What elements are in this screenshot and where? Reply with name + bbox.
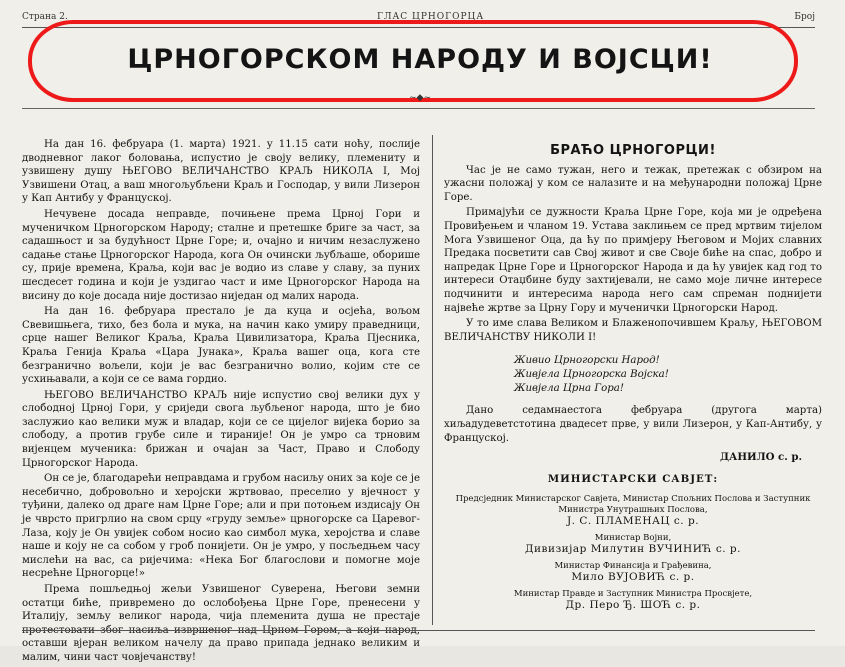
issue-label: Број bbox=[794, 12, 815, 22]
proclamation-title: БРАЋО ЦРНОГОРЦИ! bbox=[550, 143, 716, 158]
left-paragraph: На дан 16. фебруара престало је да куца и осјећа, вољом Свевишњега, тихо, без бола и мука, на начин како умиру праведници, срце нашег Великог Краља, Краља Цивилизатора, Краља Пјесника, Краља Генија Краља «Цара Јунака», Краља вашег оца, кога сте безгранично вољели, који је вас безгранично волио, којим сте се усхињавали, а који се се вама гордио. bbox=[22, 306, 420, 386]
right-column bbox=[444, 138, 822, 617]
left-paragraph: Он се је, благодарећи неправдама и грубом насиљу оних за које се је несебично, добровољно и херојски жртвовао, преселио у вјечност у туђини, далеко од драге нам Црне Горе; али и при потоњем издисају Он је чврсто пригрлио на свом срцу «груду земље» црногорске са Царевог-Лаза, коју је Он увијек собом носио као симбол мука, херојства и славе наше и коју не са собом у гроб понијети. Он је умро, у посљедњем часу мислећи на вас, са ријечима: «Нека Бог благослови и помогне моје несрећне Црногорце!» bbox=[22, 473, 420, 580]
footer-rule bbox=[22, 630, 815, 633]
left-paragraph: Према пошљедњој жељи Узвишеног Суверена, Његови земни остатци биће, привремено до ослобођења Црне Горе, пренесени у Италију, земљу великог народа, чија племенита душа не престаје протестовати због насиља извршеног над Црном Гором, а који народ, оставши вјеран великом начелу да право припада једнако великим и малим, чини част човјечанству! bbox=[22, 584, 420, 663]
red-highlight-oval bbox=[28, 20, 798, 102]
council-heading: МИНИСТАРСКИ САВЈЕТ: bbox=[547, 472, 719, 485]
headline: ЦРНОГОРСКОМ НАРОДУ И ВОЈСЦИ! bbox=[127, 44, 713, 75]
right-paragraph: У то име слава Великом и Блаженопочившем Краљу, ЊЕГОВОМ ВЕЛИЧАНСТВУ НИКОЛИ I! bbox=[444, 318, 822, 343]
minister-post: Министар Војни, bbox=[594, 533, 672, 544]
minister-post: Министар Правде и Заступник Министра Просвјете, bbox=[513, 589, 753, 600]
cheers-block bbox=[514, 354, 822, 396]
ornament-icon: ~◆~ bbox=[408, 93, 431, 103]
signature: ДАНИЛО с. р. bbox=[719, 451, 802, 464]
page-label: Страна 2. bbox=[22, 12, 68, 22]
right-paragraph: Час је не само тужан, него и тежак, претежак с обзиром на ужасни положај у ком се налазите и на међународни положај Црне Горе. bbox=[444, 164, 822, 203]
minister-post: Министар Финансија и Грађевина, bbox=[554, 561, 712, 572]
left-paragraph: На дан 16. фебруара (1. марта) 1921. у 11.15 сати ноћу, послије дводневног лаког боловања, испустио је своју велику, племениту и узвишену душу ЊЕГОВО ВЕЛИЧАНСТВО КРАЉ НИКОЛА I, Мој Узвишени Отац, а ваш многољубљени Краљ и Господар, у вили Лизерон у Кап Антибу у Француској. bbox=[22, 139, 420, 205]
cheer-line: Живјела Црна Гора! bbox=[514, 383, 624, 395]
section-rule bbox=[22, 108, 815, 109]
left-paragraph: ЊЕГОВО ВЕЛИЧАНСТВО КРАЉ није испустио свој велики дух у слободној Црној Гори, у сриједи свога љубљеног народа, што је био заслужио као велики муж и владар, који се се цијелог вијека борио за слободу, а против грубе силе и тираније! Он је умро са трновим вијенцем мученика: брижан и очајан за Част, Право и Слободу Црногорског Народа. bbox=[22, 389, 420, 469]
minister-entry bbox=[444, 533, 822, 555]
minister-entry bbox=[444, 589, 822, 611]
left-column bbox=[22, 138, 420, 667]
minister-entry bbox=[444, 494, 822, 527]
cheer-line: Живио Црногорски Народ! bbox=[514, 355, 660, 367]
right-paragraph: Примајући се дужности Краља Црне Горе, која ми је одређена Провиђењем и чланом 19. Устава заклињем се пред мртвим тијелом Мога Узвишеног Оца, да ћу по примјеру Његовом и Мојих славних Предака посветити сав Свој живот и све Своје биће на спас, добро и напредак Црне Горе и Црногорског Народа и да ћу увијек кад год то интереси Отаџбине буду захтијевали, не само моје личне интересе подчинити и интересима народа него сам спреман поднијети највеће жртве за Црну Гору и мученички Црногорски Народ. bbox=[444, 207, 822, 314]
minister-name: Дивизијар Милутин ВУЧИНИЋ с. р. bbox=[525, 543, 741, 556]
cheer-line: Живјела Црногорска Војска! bbox=[514, 369, 669, 381]
left-paragraph: Нечувене досада неправде, почињене према Црној Гори и мученичком Црногорском Народу; сталне и претешке бриге за част, за садашњост и за будућност Црне Горе; и, очајно и ничим незаслужено садање стање Црногорског Народа, кога Он очински љубљаше, оборише су, прије времена, Краља, који вас је водио из славе у славу, за пуних шесдесет година и који је уздигао част и име Црногорског Народа на висину до које досада није достизао ниједан од малих народа. bbox=[22, 208, 420, 302]
minister-name: Мило ВУЈОВИЋ с. р. bbox=[571, 571, 695, 584]
dated-line: Дано седамнаестога фебруара (другога марта) хиљадудеветстотина двадесет прве, у вили Лизерон, у Кап-Антибу, у Француској. bbox=[444, 405, 822, 444]
minister-post: Предсједник Министарског Савјета, Министар Спољних Послова и Заступник Министра Унутрашњих Послова, bbox=[455, 494, 811, 516]
minister-name: Др. Перо Ђ. ШОЋ с. р. bbox=[565, 599, 701, 612]
minister-name: Ј. С. ПЛАМЕНАЦ с. р. bbox=[566, 515, 700, 528]
column-separator bbox=[432, 135, 433, 625]
paper-title: ГЛАС ЦРНОГОРЦА bbox=[377, 12, 485, 22]
minister-entry bbox=[444, 561, 822, 583]
